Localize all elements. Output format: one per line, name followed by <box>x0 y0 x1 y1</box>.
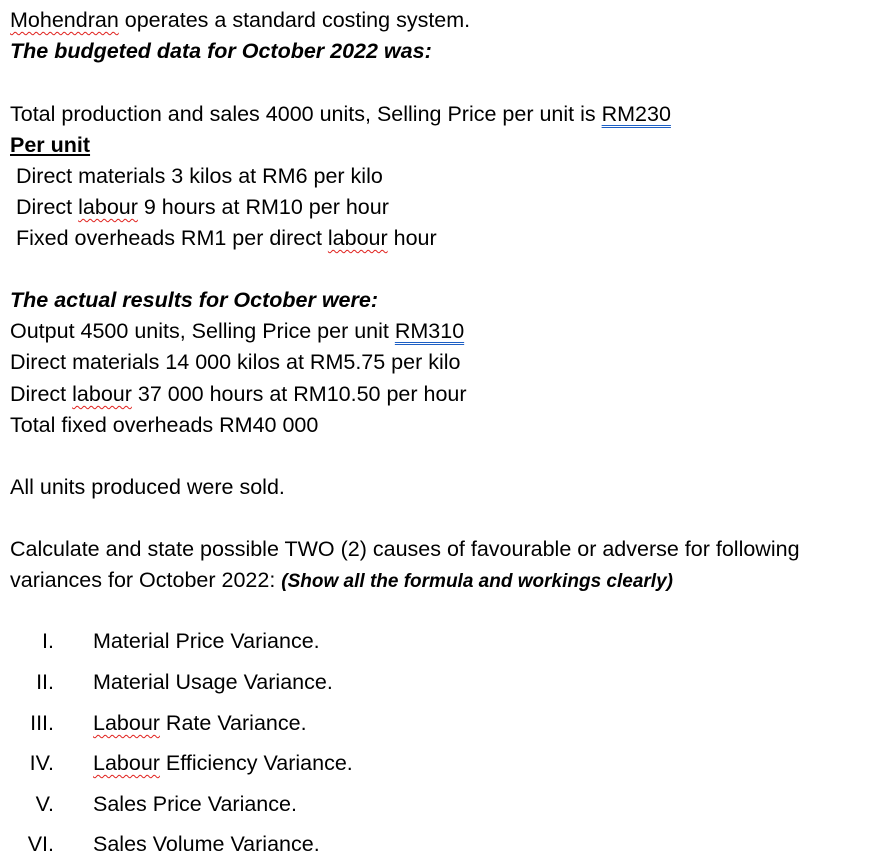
variance-numeral: II. <box>36 670 54 694</box>
variance-item <box>93 749 353 777</box>
budget-labour-rest: 9 hours at RM10 per hour <box>137 195 389 219</box>
production-price: RM230 <box>601 102 671 126</box>
variance-item: Material Usage Variance. <box>93 670 333 694</box>
variance-numeral: VI. <box>27 832 54 856</box>
budget-labour-prefix: Direct <box>16 195 79 219</box>
actual-labour-word: labour <box>72 382 132 406</box>
variance-item-word: Labour <box>93 751 160 775</box>
variance-item <box>93 709 307 737</box>
variance-item-word: Labour <box>93 711 160 735</box>
variance-item: Material Price Variance. <box>93 629 320 653</box>
budget-overheads-word: labour <box>327 226 388 250</box>
budget-labour <box>16 193 389 221</box>
budget-materials: Direct materials 3 kilos at RM6 per kilo <box>16 164 383 188</box>
actual-output <box>10 317 464 345</box>
actual-output-text: Output 4500 units, Selling Price per unit <box>10 319 395 343</box>
production-line <box>10 100 671 128</box>
variance-numeral: V. <box>35 792 54 816</box>
variance-item-label: Efficiency Variance. <box>159 751 353 775</box>
actual-output-price: RM310 <box>394 319 465 343</box>
all-sold-line: All units produced were sold. <box>10 475 285 499</box>
intro-text: operates a standard costing system. <box>118 8 471 32</box>
budget-overheads <box>16 224 437 252</box>
question-line-2 <box>10 566 673 596</box>
variance-item-label: Rate Variance. <box>159 711 307 735</box>
actual-labour-rest: 37 000 hours at RM10.50 per hour <box>131 382 467 406</box>
variance-numeral: I. <box>42 629 54 653</box>
question-line-2-text: variances for October 2022: <box>10 568 282 592</box>
actual-materials: Direct materials 14 000 kilos at RM5.75 per kilo <box>10 350 461 374</box>
actual-labour-prefix: Direct <box>10 382 73 406</box>
actual-overheads: Total fixed overheads RM40 000 <box>10 413 319 437</box>
intro-name: Mohendran <box>10 8 119 32</box>
budget-labour-word: labour <box>78 195 138 219</box>
question-instruction: (Show all the formula and workings clearly) <box>281 571 673 592</box>
production-text: Total production and sales 4000 units, Selling Price per unit is <box>10 102 602 126</box>
budget-overheads-prefix: Fixed overheads RM1 per direct <box>16 226 328 250</box>
actual-heading: The actual results for October were: <box>10 288 378 312</box>
budget-heading: The budgeted data for October 2022 was: <box>10 39 432 63</box>
variance-numeral: III. <box>30 711 54 735</box>
question-line-1: Calculate and state possible TWO (2) causes of favourable or adverse for following <box>10 537 800 561</box>
actual-labour <box>10 380 467 408</box>
variance-numeral: IV. <box>29 751 54 775</box>
budget-overheads-rest: hour <box>387 226 437 250</box>
variance-item: Sales Price Variance. <box>93 792 297 816</box>
variance-item: Sales Volume Variance. <box>93 832 320 856</box>
per-unit-heading: Per unit <box>10 133 91 157</box>
intro-line <box>10 6 470 34</box>
